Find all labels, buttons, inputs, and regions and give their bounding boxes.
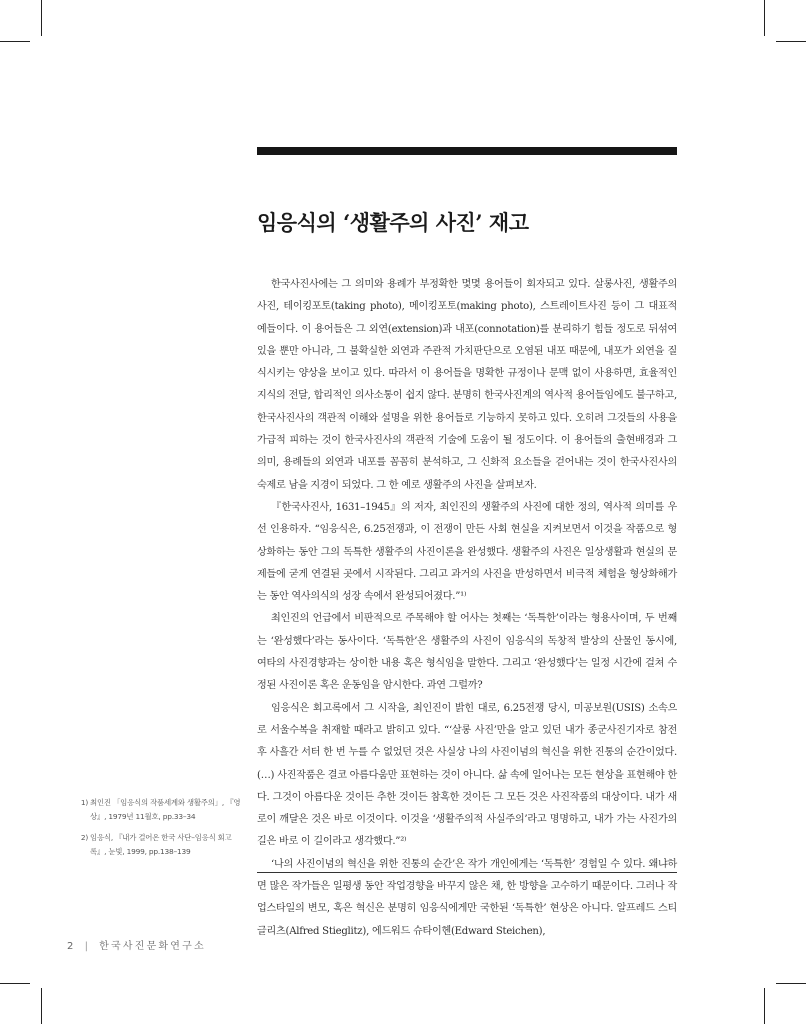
crop-mark [0,983,30,984]
crop-mark [41,988,42,1024]
crop-mark [764,0,765,36]
page-number: 2 [67,941,74,952]
footnote [68,831,246,859]
footer-separator: | [84,941,88,952]
article-title: 임응식의 ‘생활주의 사진’ 재고 [257,210,529,235]
footnote-number: 2) [80,833,88,842]
crop-mark [41,0,42,36]
body-bottom-rule [257,872,677,873]
paragraph: 『한국사진사, 1631–1945』의 저자, 최인진의 생활주의 사진에 대한 정의, 역사적 의미를 우선 인용하자. “임응식은, 6.25전쟁과, 이 전쟁이 만든 사회 현실을 지켜보면서 이것을 작품으로 형상화하는 동안 그의 독특한 생활주의 사진이론을 완성했다. 생활주의 사진은 일상생활과 현실의 문제들에 굳게 연결된 곳에서 시작된다. 그리고 과거의 사진을 반성하면서 비극적 체험을 형상화해가는 동안 역사의식의 성장 속에서 완성되어졌다.”¹⁾ [257,501,677,603]
crop-mark [764,988,765,1024]
header-rule [257,147,677,155]
paragraph: 한국사진사에는 그 의미와 용례가 부정확한 몇몇 용어들이 회자되고 있다. 살롱사진, 생활주의 사진, 테이킹포토(taking photo), 메이킹포토(making photo), 스트레이트사진 등이 그 대표적 예들이다. 이 용어들은 그 외연(extension)과 내포(connotation)를 분리하기 힘들 정도로 뒤섞여 있을 뿐만 아니라, 그 불확실한 외연과 주관적 가치판단으로 오염된 내포 때문에, 내포가 외연을 질식시키는 양상을 보이고 있다. 따라서 이 용어들을 명확한 규정이나 문맥 없이 사용하면, 효율적인 지식의 전달, 합리적인 의사소통이 쉽지 않다. 분명히 한국사진계의 역사적 용어들임에도 불구하고, 한국사진사의 객관적 이해와 설명을 위한 용어들로 기능하지 못하고 있다. 오히려 그것들의 사용을 가급적 피하는 것이 한국사진사의 객관적 기술에 도움이 될 정도이다. 이 용어들의 출현배경과 그 의미, 용례들의 외연과 내포를 꼼꼼히 분석하고, 그 신화적 요소들을 걷어내는 것이 한국사진사의 숙제로 남을 지경이 되었다. 그 한 예로 생활주의 사진을 살펴보자. [257,279,677,491]
paragraph: 임응식은 회고록에서 그 시작을, 최인진이 밝힌 대로, 6.25전쟁 당시, 미공보원(USIS) 소속으로 서울수복을 취재할 때라고 밝히고 있다. “‘살롱 사진’만을 알고 있던 내가 종군사진기자로 참전 후 사흘간 서터 한 번 누를 수 없었던 것은 사실상 나의 사진이념의 혁신을 위한 진통의 순간이었다. (…) 사진작품은 결코 아름다움만 표현하는 것이 아니다. 삶 속에 일어나는 모든 현상을 표현해야 한다. 그것이 아름다운 것이든 추한 것이든 참혹한 것이든 그 모든 것은 사진작품의 대상이다. 내가 새로이 깨달은 것은 바로 이것이다. 이것을 ‘생활주의적 사실주의’라고 명명하고, 내가 가는 사진가의 길은 바로 이 길이라고 생각했다.”²⁾ [257,702,677,848]
paragraph: ‘나의 사진이념의 혁신을 위한 진통의 순간’은 작가 개인에게는 ‘독특한’ 경험일 수 있다. 왜냐하면 많은 작가들은 일평생 동안 작업경향을 바꾸지 않은 채, 한 방향을 고수하기 때문이다. 그러나 작업스타일의 변모, 혹은 혁신은 분명히 임응식에게만 국한된 ‘독특한’ 현상은 아니다. 알프레드 스티글리츠(Alfred Stieglitz), 에드워드 슈타이헨(Edward Steichen), [257,858,677,937]
footnote-text: 임응식, 『내가 걸어온 한국 사단–임응식 회고록』, 눈빛, 1999, pp.138–139 [90,833,232,856]
crop-mark [776,983,806,984]
footnotes [68,796,246,866]
crop-mark [776,41,806,42]
footnote-text: 최인진 「임응식의 작품세계와 생활주의」, 『영상』, 1979년 11월호, pp.33–34 [90,798,241,821]
article-body [257,274,677,943]
organization-name: 한국사진문화연구소 [99,941,206,952]
crop-mark [0,41,30,42]
footnote [68,796,246,824]
page-footer [67,937,206,952]
paragraph: 최인진의 언급에서 비판적으로 주목해야 할 어사는 첫째는 ‘독특한’이라는 형용사이며, 두 번째는 ‘완성했다’라는 동사이다. ‘독특한’은 생활주의 사진이 임응식의 독창적 발상의 산물인 동시에, 여타의 사진경향과는 상이한 내용 혹은 형식임을 말한다. 그리고 ‘완성했다’는 일정 시간에 걸쳐 수정된 사진이론 혹은 운동임을 암시한다. 과연 그럴까? [257,613,677,692]
footnote-number: 1) [80,798,88,807]
